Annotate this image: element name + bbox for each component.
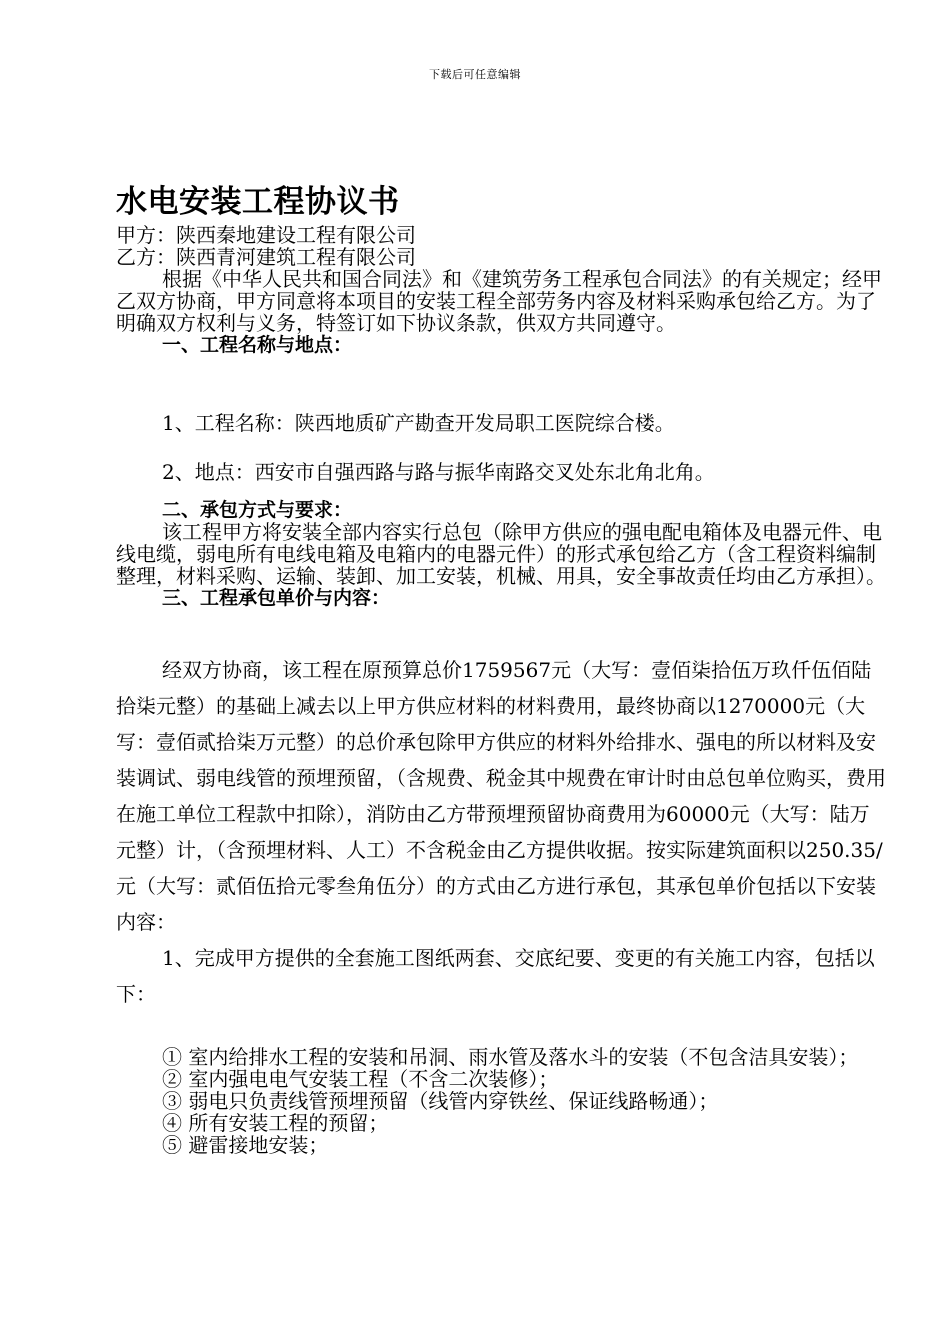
party-block [116, 224, 886, 356]
party-a: 甲方：陕西秦地建设工程有限公司 [116, 223, 416, 247]
section-2-heading: 二、承包方式与要求： [162, 499, 353, 521]
party-b: 乙方：陕西青河建筑工程有限公司 [116, 245, 416, 269]
section-3-body: 经双方协商，该工程在原预算总价1759567元（大写：壹佰柒拾伍万玖仟伍佰陆拾柒元整）的基础上减去以上甲方供应材料的材料费用，最终协商以1270000元（大写：壹佰贰拾柒万元整）的总价承包除甲方供应的材料外给排水、强电的所以材料及安装调试、弱电线管的预埋预留，（含规费、税金其中规费在审计时由总包单位购买，费用在施工单位工程款中扣除），消防由乙方带预埋预留协商费用为60000元（大写：陆万元整）计，（含预埋材料、人工）不含税金由乙方提供收据。按实际建筑面积以250.35/元（大写：贰佰伍拾元零叁角伍分）的方式由乙方进行承包，其承包单价包括以下安装内容： [116, 658, 886, 934]
document-title: 水电安装工程协议书 [116, 184, 400, 220]
section-1-item-2: 2、地点：西安市自强西路与路与振华南路交叉处东北角北角。 [162, 460, 715, 484]
install-list [116, 1046, 886, 1156]
list-item: ① 室内给排水工程的安装和吊洞、雨水管及落水斗的安装（不包含洁具安装）； [162, 1045, 859, 1069]
page-header: 下载后可任意编辑 [429, 68, 521, 81]
section-1-heading: 一、工程名称与地点： [162, 334, 353, 356]
list-item: ③ 弱电只负责线管预埋预留（线管内穿铁丝、保证线路畅通）； [162, 1089, 719, 1113]
section-2-body: 该工程甲方将安装全部内容实行总包（除甲方供应的强电配电箱体及电器元件、电线电缆，弱电所有电线电箱及电箱内的电器元件）的形式承包给乙方（含工程资料编制整理，材料采购、运输、装卸、加工安装，机械、用具，安全事故责任均由乙方承担）。 [116, 520, 886, 588]
section-1-item-1-block [116, 412, 886, 434]
intro-paragraph: 根据《中华人民共和国合同法》和《建筑劳务工程承包合同法》的有关规定；经甲乙双方协商，甲方同意将本项目的安装工程全部劳务内容及材料采购承包给乙方。为了明确双方权利与义务，特签订如下协议条款，供双方共同遵守。 [116, 267, 882, 335]
section-3-body-block [116, 652, 886, 1012]
section-3-heading: 三、工程承包单价与内容： [162, 587, 391, 609]
section-2-block [116, 499, 886, 609]
section-1-item-2-block [116, 461, 886, 483]
list-item: ④ 所有安装工程的预留； [162, 1111, 389, 1135]
section-1-item-1: 1、工程名称：陕西地质矿产勘查开发局职工医院综合楼。 [162, 411, 675, 435]
list-item: ② 室内强电电气安装工程（不含二次装修）； [162, 1067, 559, 1091]
list-item: ⑤ 避雷接地安装； [162, 1133, 329, 1157]
section-3-item-1: 1、完成甲方提供的全套施工图纸两套、交底纪要、变更的有关施工内容，包括以下： [116, 946, 875, 1006]
